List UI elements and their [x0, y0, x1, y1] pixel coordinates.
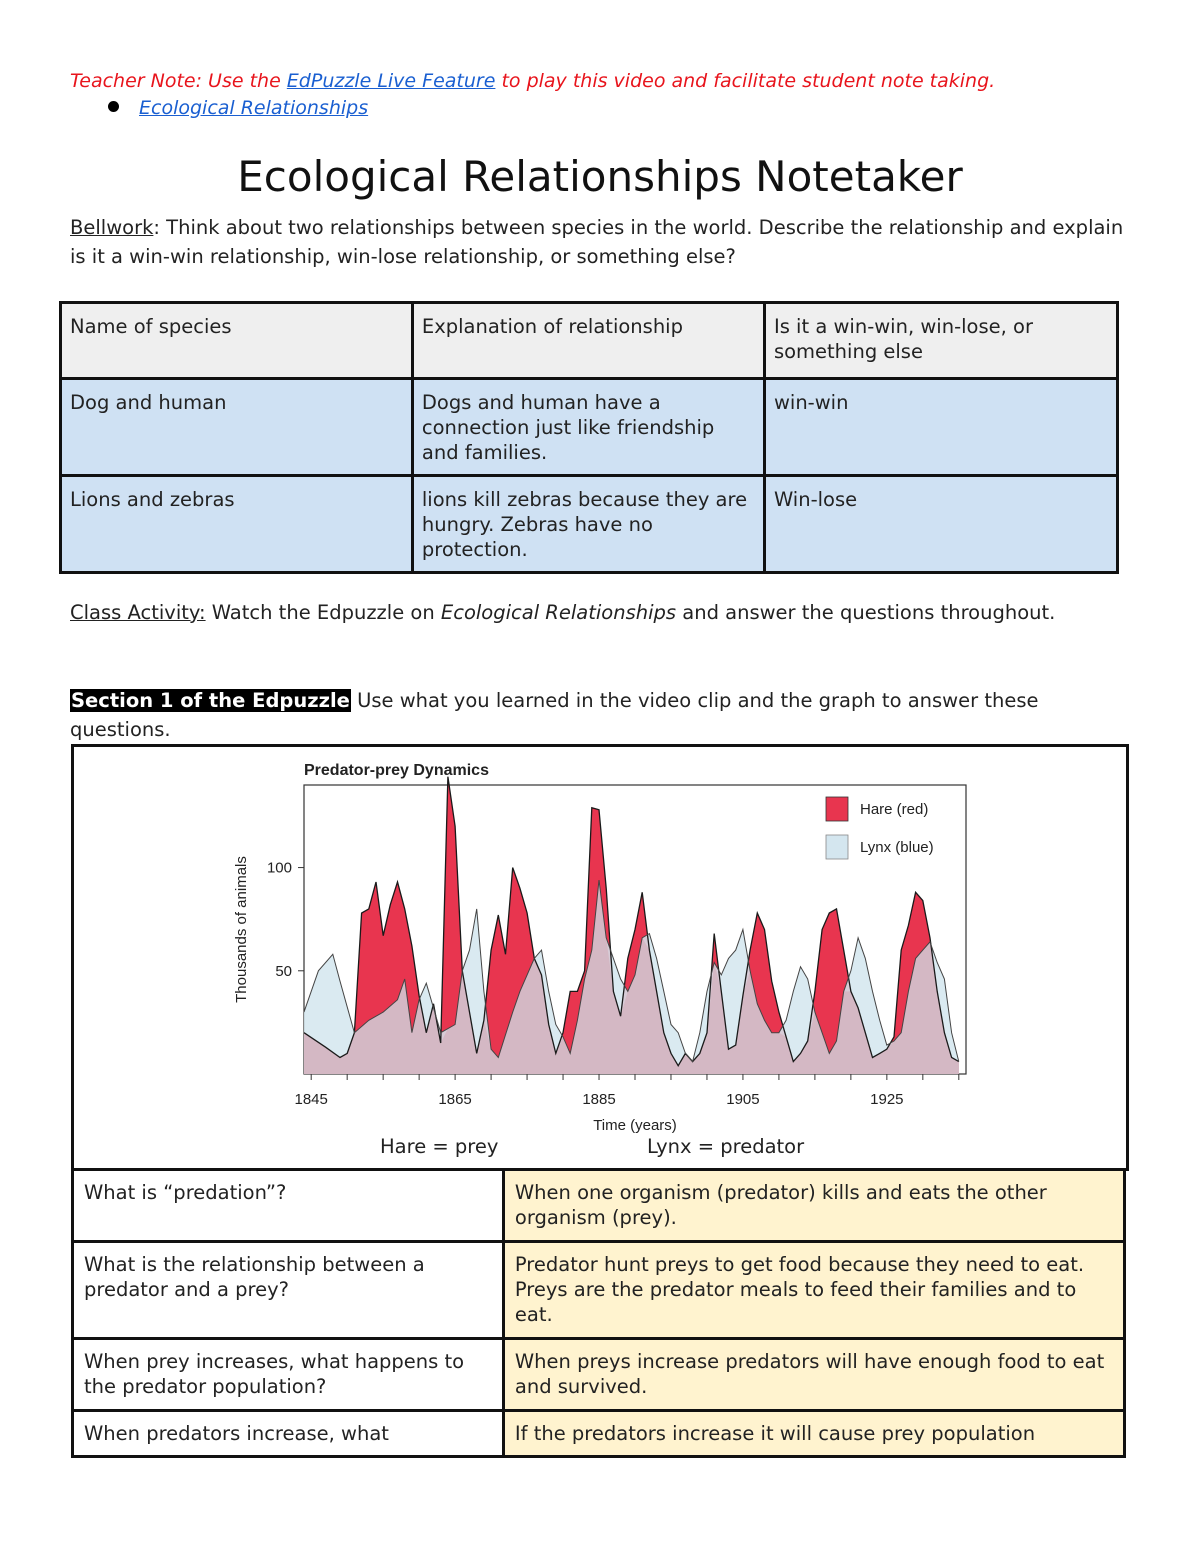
table-cell[interactable]: Dog and human: [61, 379, 413, 476]
edpuzzle-live-link[interactable]: EdPuzzle Live Feature: [286, 70, 496, 92]
chart-container: [71, 744, 1129, 1171]
table-row: [73, 1170, 1125, 1242]
bellwork-table: [59, 301, 1119, 574]
x-tick-label: 1925: [870, 1091, 904, 1108]
section1-paragraph: [70, 686, 1130, 744]
class-activity-text-end: and answer the questions throughout.: [676, 601, 1056, 624]
class-activity-label: Class Activity:: [70, 601, 206, 624]
predator-prey-chart: [74, 747, 1126, 1171]
table-header-cell: Explanation of relationship: [412, 303, 764, 379]
answer-cell[interactable]: If the predators increase it will cause prey population: [503, 1411, 1124, 1457]
question-cell: When prey increases, what happens to the predator population?: [73, 1339, 504, 1411]
section1-text: Use what you learned in the video clip and the graph to answer these questions.: [70, 689, 1039, 741]
bellwork-label: Bellwork: [70, 216, 154, 239]
answer-cell[interactable]: When one organism (predator) kills and eats the other organism (prey).: [503, 1170, 1124, 1242]
legend-lynx-label: Lynx (blue): [860, 839, 934, 856]
table-cell[interactable]: win-win: [764, 379, 1117, 476]
teacher-note: [70, 70, 995, 92]
x-axis-label: Time (years): [593, 1117, 677, 1134]
question-cell: What is “predation”?: [73, 1170, 504, 1242]
table-row: [61, 476, 1118, 573]
question-cell: When predators increase, what: [73, 1411, 504, 1457]
y-axis-label: Thousands of animals: [233, 856, 250, 1003]
x-tick-label: 1905: [726, 1091, 760, 1108]
legend-hare-label: Hare (red): [860, 801, 929, 818]
x-tick-label: 1865: [438, 1091, 472, 1108]
legend-lynx-swatch: [826, 835, 848, 859]
table-cell[interactable]: Win-lose: [764, 476, 1117, 573]
lynx-caption: Lynx = predator: [647, 1135, 805, 1158]
y-tick-label: 100: [266, 859, 292, 877]
table-header-row: [61, 303, 1118, 379]
teacher-note-suffix: to play this video and facilitate student note taking.: [495, 70, 996, 92]
class-activity-video-title: Ecological Relationships: [440, 601, 677, 624]
table-header-cell: Name of species: [61, 303, 413, 379]
class-activity-paragraph: [70, 598, 1130, 627]
table-row: [73, 1339, 1125, 1411]
table-cell[interactable]: Dogs and human have a connection just like friendship and families.: [412, 379, 764, 476]
question-cell: What is the relationship between a predator and a prey?: [73, 1242, 504, 1339]
x-tick-label: 1885: [582, 1091, 616, 1108]
teacher-note-prefix: Teacher Note: Use the: [70, 70, 287, 92]
section1-label: Section 1 of the Edpuzzle: [71, 689, 350, 712]
y-tick-label: 50: [275, 962, 292, 980]
table-row: [73, 1411, 1125, 1457]
hare-caption: Hare = prey: [380, 1135, 499, 1158]
page-title: Ecological Relationships Notetaker: [237, 152, 963, 201]
video-link-bullet: [108, 97, 368, 119]
table-row: [73, 1242, 1125, 1339]
table-header-cell: Is it a win-win, win-lose, or something else: [764, 303, 1117, 379]
class-activity-text: Watch the Edpuzzle on: [205, 601, 441, 624]
bellwork-paragraph: [70, 213, 1130, 271]
ecological-relationships-link[interactable]: Ecological Relationships: [139, 97, 369, 119]
x-tick-label: 1845: [294, 1091, 328, 1108]
legend-hare-swatch: [826, 797, 848, 821]
bellwork-text: : Think about two relationships between species in the world. Describe the relationship and explain is it a win-win relationship, win-lose relationship, or something else?: [70, 216, 1124, 268]
section1-questions-table: [71, 1168, 1126, 1458]
answer-cell[interactable]: Predator hunt preys to get food because they need to eat. Preys are the predator meals to feed their families and to eat.: [503, 1242, 1124, 1339]
table-row: [61, 379, 1118, 476]
chart-title: Predator-prey Dynamics: [304, 762, 489, 779]
table-cell[interactable]: lions kill zebras because they are hungry. Zebras have no protection.: [412, 476, 764, 573]
table-cell[interactable]: Lions and zebras: [61, 476, 413, 573]
answer-cell[interactable]: When preys increase predators will have enough food to eat and survived.: [503, 1339, 1124, 1411]
bullet-icon: [108, 101, 119, 112]
